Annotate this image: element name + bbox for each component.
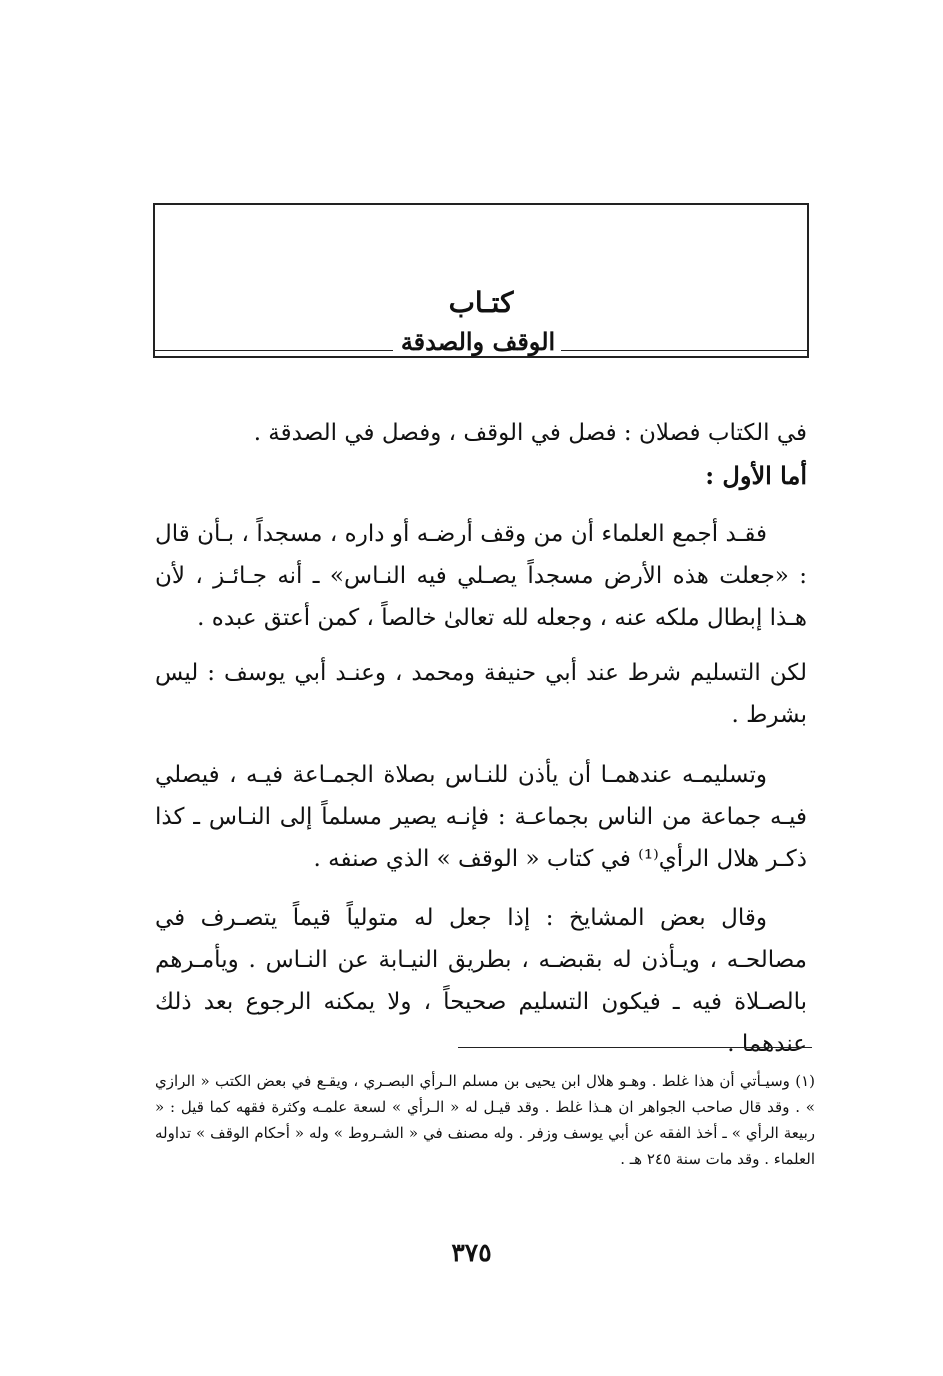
footnote-separator — [458, 1047, 812, 1048]
paragraph-2-text: لكن التسليم شرط عند أبي حنيفة ومحمد ، وعنـد أبي يوسف : ليس بشرط . — [155, 660, 807, 728]
intro-text — [155, 412, 807, 454]
section-heading — [155, 455, 807, 497]
intro-paragraph: في الكتاب فصلان : فصل في الوقف ، وفصل في الصدقة . — [253, 420, 807, 446]
page-number: ٣٧٥ — [451, 1238, 492, 1267]
chapter-title-box — [153, 203, 809, 358]
paragraph-1-text: فقـد أجمع العلماء أن من وقف أرضـه أو داره ، مسجداً ، بـأن قال : «جعلت هذه الأرض مسجداً يصـلي فيه النـاس» ـ أنه جـائـز ، لأن هـذا إبطال ملكه عنه ، وجعله لله تعالىٰ خالصاً ، كمن أعتق عبده . — [155, 521, 807, 631]
paragraph-4 — [155, 897, 807, 1065]
paragraph-2 — [155, 652, 807, 736]
paragraph-4-text: وقال بعض المشايخ : إذا جعل له متولياً قيماً يتصـرف في مصالحـه ، ويـأذن له بقبضـه ، بطريق النيـابة عن النـاس . ويأمـرهم بالصـلاة فيه ـ فيكون التسليم صحيحاً ، ولا يمكنه الرجوع بعد ذلك عندهما . — [155, 905, 807, 1057]
title-rule-right — [561, 350, 807, 351]
paragraph-3-text: وتسليمـه عندهمـا أن يأذن للنـاس بصلاة الجمـاعة فيـه ، فيصلي فيـه جماعة من الناس بجماعـة : فإنـه يصير مسلماً إلى النـاس ـ كذا ذكـر هلال الرأي⁽¹⁾ في كتاب « الوقف » الذي صنفه . — [155, 762, 807, 872]
chapter-title-row — [155, 327, 807, 357]
section-heading-text: أما الأول : — [705, 461, 807, 490]
paragraph-1 — [155, 513, 807, 639]
chapter-label: كتـاب — [448, 286, 514, 319]
footnote — [155, 1068, 815, 1172]
title-rule-left — [155, 350, 393, 351]
chapter-title: الوقف والصدقة — [400, 327, 556, 356]
paragraph-3 — [155, 754, 807, 880]
footnote-text: (١) وسيـأتي أن هذا غلط . وهـو هلال ابن يحيى بن مسلم الـرأي البصـري ، ويقـع في بعض الكتب « الرازي » . وقد قال صاحب الجواهر ان هـذا غلط . وقد قيـل له « الـرأي » لسعة علمـه وكثرة فقهه كما قيل : « ربيعة الرأي » ـ أخذ الفقه عن أبي يوسف وزفر . وله مصنف في « الشـروط » وله « أحكام الوقف » تداوله العلماء . وقد مات سنة ٢٤٥ هـ . — [155, 1072, 815, 1168]
